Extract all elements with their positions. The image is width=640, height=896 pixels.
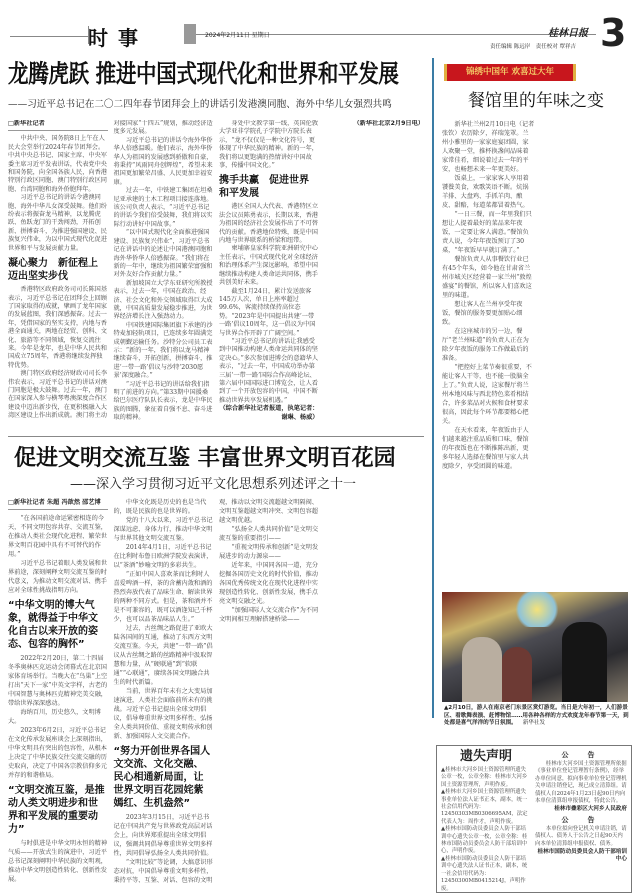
- notice-text: 本单位拟向登记机关申请注销，请债权人、债务人于公告之日起90天内向本单位清算组申报债权、债务。: [535, 825, 627, 847]
- notice-signature: 桂林市叠彩区大河乡人民政府: [554, 806, 627, 813]
- column-divider: [432, 58, 434, 718]
- lead-headline: 龙腾虎跃 推进中国式现代化和世界和平发展: [8, 59, 399, 88]
- paragraph: 过去，古丝绸之路促进了亚欧大陆各国间的互通，推动了东西方文明交流互鉴。今天，共建“一带一路”倡议从古丝绸之路的丝路精神中汲取智慧和力量，从“硬联通”到“软联通”“心联通”，赓续各国文明融合共生的时代新篇。: [113, 625, 213, 686]
- commentary-article-body: [8, 498, 424, 890]
- paragraph: 习近平总书记的讲话令港澳同胞、海外中华儿女深受鼓舞。他们纷纷表示将振奋龙马精神，以龙腾虎跃、鱼跃龙门的干劲闯劲，开拓创新、拼搏奋斗，为推进强国建设、民族复兴伟业，为以中国式现代化促进世界和平与发展贡献力量。: [8, 194, 107, 252]
- paragraph: “习近平总书记的讲话让我感受到中国推动构建人类命运共同体的坚定决心。”多次参加进博会的意籍华人表示，“过去一年，中国成功举办第三届‘一带一路’国际合作高峰论坛、第六届中国国际进口博览会，让人看到了一个开放包容的中国，中国不断推动世界共享发展机遇。”: [219, 337, 319, 404]
- caption-text: ▲2月10日，游人在南京老门东景区赏灯游览。当日是大年初一，人们游景区、看歌舞表演、赶博物馆……用各种各样的方式欢度龙年春节第一天，到处都是喜气洋洋的节日氛围。: [444, 705, 629, 727]
- paragraph: 党的十八大以来，习近平总书记深谋远虑、身体力行，推动中华文明与世界其他文明交流互鉴。: [113, 517, 213, 542]
- paragraph-group: [442, 120, 535, 471]
- paragraph: 2022年2月20日，第二十四届冬季奥林匹克运动会闭幕式在北京国家体育场举行。当晚大在“鸟巢”上空打出“天下一家”中英文字样，古老的中国智慧与奥林匹克精神完美交融，带给世界深深感动。: [8, 655, 108, 707]
- paragraph: 饭桌上，一家家客人享用着饕餮美食，欢歌笑语不断。炕锅羊排、大盘鸡、手抓羊肉、酿皮、甜醅，每道菜都冒着热气。: [442, 175, 529, 209]
- paragraph: 截至1月24日，累计发送旅客145万人次，单日上座率超过99.6%，客流持续保持高位态势。“2023年是中国提出共建‘一带一路’倡议10周年，这一倡议为中国与世界合作开辟了广阔空间。”: [219, 287, 316, 337]
- paragraph: “文明比较”等论调，大搞意识形态对抗，中国倡导尊重文明多样性，秉持平等、互鉴、对话、包容的文明观，推动以文明交流超越文明隔阂、文明互鉴超越文明冲突、文明包容超越文明优越。: [113, 499, 318, 884]
- paragraph: 身处中文教学第一线，英国伦敦大学亚非学院孔子学院中方院长表示，“龙不仅仅是一种文化符号，更体现了中华民族的精神。新的一年，我们将以更饱满的热情讲好中国故事，传播中国文化。”: [219, 120, 319, 170]
- paragraph: 新华社兰州2月10日电（记者 张钦）农历除夕，祥瑞笼罩。兰州小雅里的一家家庭宴团圆，家人欢聚一堂，推杯换盏间品味着家常佳肴，细说着过去一年的平安，也畅想未来一年更美好。: [442, 121, 535, 173]
- sidebar-article-body: [442, 120, 634, 586]
- paragraph: “在各国前途命运紧密相连的今天，不同文明包容共存、交流互鉴，在推动人类社会现代化进程、繁荣世界文明百花园中具有不可替代的作用。”: [8, 515, 107, 558]
- byline: □新华社记者: [8, 120, 108, 131]
- notice-title: 公 告: [561, 814, 601, 824]
- section-title: 时事: [88, 26, 148, 50]
- subhead: “努力开创世界各国人文交流、文化交融、民心相通新局面，让世界文明百花园姹紫嫣红、生机盎然”: [113, 746, 211, 809]
- paragraph-group: [8, 654, 108, 780]
- photo-credit: 新华社发: [522, 720, 546, 727]
- notice-box: [436, 745, 632, 893]
- paragraph: 习近平总书记的讲话令海外华侨华人倍感温暖。他们表示，海外华侨华人为祖国的发展感到骄傲和自豪，将秉持“风雨同舟创辉煌”，希望未来祖国更加繁荣昌盛、人民更加幸福安康。: [113, 136, 213, 186]
- paragraph: “一日三餐，而一年里我们只想让人提着最好的菜品来年夜饭，一定要让客人满意。”餐馆负责人说，今年年夜饭预订了30桌，“年夜饭早早就订满了。”: [442, 211, 532, 254]
- photo-caption: [444, 705, 632, 728]
- section-marker: [184, 24, 196, 44]
- paragraph-group: [441, 767, 531, 893]
- subhead: “文明交流互鉴，是推动人类文明进步和世界和平发展的重要动力”: [8, 785, 105, 835]
- newspaper-logo: 桂林日报: [548, 28, 588, 39]
- paragraph: “弘扬全人类共同价值”是文明交流互鉴的重要指引——: [219, 526, 319, 542]
- paragraph: 中共中央、国务院8日上午在人民大会堂举行2024年春节团拜会。中共中央总书记、国家主席、中央军委主席习近平发表讲话，代表党中央和国务院，向全国各族人民，向香港特别行政区同胞、澳门特别行政区同胞、台湾同胞和海外侨胞拜年。: [8, 135, 107, 193]
- public-notices: [535, 749, 627, 864]
- news-photo: [442, 592, 628, 702]
- paragraph: 中华文化既是历史的也是当代的，既是民族的也是世界的。: [113, 499, 207, 515]
- editors-line: 责任编辑 陈远岸 责任校对 覃祥吉: [490, 44, 576, 50]
- commentary-subheadline: ——深入学习贯彻习近平文化思想系列述评之十一: [70, 477, 357, 492]
- lead-subheadline: ——习近平总书记在二〇二四年春节团拜会上的讲话引发港澳同胞、海外中华儿女强烈共鸣: [8, 99, 392, 110]
- paragraph: 2014年4月1日，习近平总书记在比利时布鲁日欧洲学院发表演讲，以“茶酒”妙喻文明的多彩共生。: [113, 544, 213, 569]
- lost-notice: [441, 749, 531, 893]
- paragraph: 澳门特区政府经济财政司司长李伟农表示，习近平总书记的讲话对澳门同胞是极大鼓舞。过去一年，澳门在国家深入参与横琴粤澳深度合作区建设中迈出新步伐，在更积极融入大湾区建设上作出新成就。澳门将主动对接国家“十四五”规划，推动经济适度多元发展。: [8, 120, 213, 420]
- paragraph: 习近平总书记着眼人类发展和世界前途，深刻阐释文明交流互鉴的时代意义，为推动文明交流对话、携手应对全球性挑战指明方向。: [8, 560, 108, 594]
- section-divider: [8, 436, 424, 437]
- paragraph: ▲桂林市国防动员委员会人防干部培训中心遗失法人证书正本，副本，统一社会信用代码为：12450300MB0415214J，声明作废。: [441, 855, 528, 892]
- paragraph: 餐馆负责人从事餐饮行业已有45个年头，如今他在甘肃省兰州市城关区经营着一家兰州“敦煌盛宴”的餐馆，所以客人们喜欢这里的味道。: [442, 256, 532, 299]
- byline: □新华社记者 朱超 冯歆然 邵艺博: [8, 498, 108, 510]
- commentary-headline: 促进文明交流互鉴 丰富世界文明百花园: [14, 445, 396, 471]
- paragraph: “习近平总书记的讲话给我们指明了前进的方向。”第33期中国援桑给巴尔医疗队队长表示，龙是中华民族的图腾，象征着自强不息、奋斗进取的精神。: [113, 380, 213, 422]
- subhead: “中华文明的博大气象，就得益于中华文化自古以来开放的姿态、包容的胸怀”: [8, 600, 98, 650]
- paragraph: 2023年3月15日，习近平总书记在中国共产党与世界政党高层对话会上，向世界郑重提出全球文明倡议，强调共同倡导尊重世界文明多样性，共同倡导弘扬全人类共同价值。: [113, 814, 213, 857]
- paragraph: 过去一年，中铁建工集团在坦桑尼亚承建的土木工程项目接连落地。该公司负责人表示，“习近平总书记的讲话令我们倍受鼓舞，我们将以实际行动讲好中国故事。”: [113, 187, 213, 228]
- paragraph: “把控好上菜节奏很重要，不能让客人干等，也不能一股脑全上了。”负责人说，这家餐厅将兰州本地风味与西北特色菜肴相结合，许多菜品对火候和食材要求很高，因此每个环节都要精心把关。: [442, 364, 532, 425]
- sidebar-headline: 餐馆里的年味之变: [468, 91, 604, 111]
- notice-title: 公 告: [561, 750, 601, 759]
- paragraph: 与时俱进是中华文明永恒的精神气质——开放式生的演进中，习近平总书记深刻阐明中华民族的文明观，推动中华文明创造性转化、创新性发展。: [8, 840, 108, 883]
- lead-article-body: [8, 120, 424, 426]
- notice-signature: 桂林市国防动员委员会人防干部培训中心: [537, 849, 627, 863]
- festival-banner: 锦绣中国年 欢喜过大年: [444, 64, 576, 81]
- lost-notice-title: 遗失声明: [459, 749, 512, 764]
- page-number: 3: [600, 11, 627, 55]
- paragraph: 柬埔寨皇家科学院亚洲研究中心主任表示，中国式现代化对全球经济和治理体系产生深远影响，希望中国继续推动构建人类命运共同体，携手共创美好未来。: [219, 245, 319, 287]
- paragraph-group: [219, 203, 319, 405]
- paragraph: 港区全国人大代表、香港特区立法会议员陈勇表示，长期以来，香港为祖国的经济社会发展作出了不可替代的贡献。香港地位特殊，既是中国内地与世界联系的桥梁和纽带。: [219, 203, 319, 245]
- paragraph: ▲桂林市大河乡国土资源管理所遗失公章一枚，公章全称：桂林市大河乡国土资源管理所，声明作废。: [441, 767, 528, 788]
- subhead: 携手共赢 促进世界和平发展: [219, 175, 309, 200]
- credit: （综合新华社记者报道，执笔记者：谢琳、杨威）: [219, 405, 319, 421]
- paragraph: “加强国际人文交流合作”为不同文明间相互理解搭建桥梁——: [219, 607, 319, 623]
- paragraph: ▲桂林市大河乡国土资源管理所遗失事业单位法人证书正本，副本，统一社会信用代码为：12450303MB0306695AM，法定代表人为：周作才，声明作废。: [441, 789, 528, 825]
- dateline: （新华社北京2月9日电）: [353, 120, 424, 127]
- paragraph: 在这座城市的另一边，餐厅“老兰州味道”的负责人正在为除夕年夜饭的服务工作做最后的准备。: [442, 328, 529, 362]
- notice-text: 桂林市大河乡国土资源管理所依据《事业单位登记管理暂行条例》，经举办单位同意，拟向事业单位登记管理机关申请注销登记，现已成立清算组。请债权人自2024年1月23日起90日内向本单位清算组申报债权，特此公告。: [535, 761, 627, 805]
- paragraph-group: [8, 514, 108, 595]
- paragraph: “重视文明传承和创新”是文明发展进步的动力源泉——: [219, 544, 319, 560]
- paragraph: 当前，世界百年未有之大变局加速演进，人类社会面临前所未有的挑战。习近平总书记提出全球文明倡议，倡导尊重世界文明多样性、弘扬全人类共同价值、重视文明传承和创新、加强国际人文交流合作。: [113, 688, 213, 740]
- paragraph: 新加坡国立大学东亚研究所教授表示，过去一年，中国在政治、经济、社会文化和外交领域取得巨大成就，中国高质量发展稳步推进，为世界经济增长注入强劲动力。: [113, 279, 213, 321]
- paragraph: 香港特区政府政务司司长陈国基表示，习近平总书记在团拜会上回顾了国家取得的成就，擘画了龙年国家的发展蓝图，我们深感振奋。过去一年，凭借国家的坚实支持，内地与香港全面通关，两地在经贸、创科、文化、旅游等不同领域，恢复交流往来。今年是龙年，也是中华人民共和国成立75周年，香港将继续发挥独特优势。: [8, 286, 108, 369]
- paragraph: “正如中国人喜欢茶而比利时人喜爱啤酒一样，茶的含蓄内敛和酒的热烈奔放代表了品味生命、解读世界的两种不同方式。但是，茶和酒并不是不可兼容的，既可以酒逢知己千杯少，也可以品茶品味品人生。”: [113, 571, 213, 623]
- issue-date: 2024年2月11日 星期日: [205, 32, 270, 39]
- paragraph-group: [8, 135, 108, 253]
- paragraph: 中国铁建国际集团旗下承建的沙特麦加轻轨项目，已连续多年圆满完成朝觐运输任务。沙特分公司员工表示：“新的一年，我们将以龙马精神继续奋斗，开拓创新，拼搏奋斗，推进‘一带一路’倡议与沙特‘2030愿景’深度融合。”: [113, 321, 213, 380]
- paragraph: ▲桂林市国防动员委员会人防干部培训中心遗失公章一枚，公章全称：桂林市国防动员委员会人防干部培训中心，声明作废。: [441, 826, 528, 855]
- paragraph: 近年来，中国同各国一道，充分挖掘各国历史文化的时代价值，推动各国优秀传统文化在现代化进程中实现创造性转化、创新性发展，携手点亮文明交融之光。: [219, 562, 319, 605]
- paragraph: 在天水看来，年夜饭由于人们越来越注重品质和口味，餐馆的年夜饭也在不断推陈出新，更多年轻人选择在餐馆里与家人共度除夕，享受团圆的味道。: [442, 427, 529, 470]
- paragraph: 2023年6月2日，习近平总书记在文化传承发展座谈会上深刻指出，中华文明具有突出的包容性，从根本上决定了中华民族交往交流交融的历史取向，决定了中国各宗教信仰多元并存的和谐格局。: [8, 727, 107, 779]
- header-left-rule: [10, 36, 88, 37]
- paragraph: “以中国式现代化全面推进强国建设、民族复兴伟业”，习近平总书记在讲话中的论述让中国港澳同胞和海外华侨华人倍感振奋。“我们将在新的一年中，继续为祖国繁荣富强和对外友好合作贡献力量。”: [113, 229, 213, 279]
- paragraph: 想让客人在兰州享受年夜饭，餐馆的服务要更加贴心细致。: [442, 301, 523, 326]
- subhead: 凝心聚力 新征程上迈出坚实步伐: [8, 258, 98, 283]
- paragraph: 海纳百川，历史悠久，文明博大。: [8, 709, 101, 725]
